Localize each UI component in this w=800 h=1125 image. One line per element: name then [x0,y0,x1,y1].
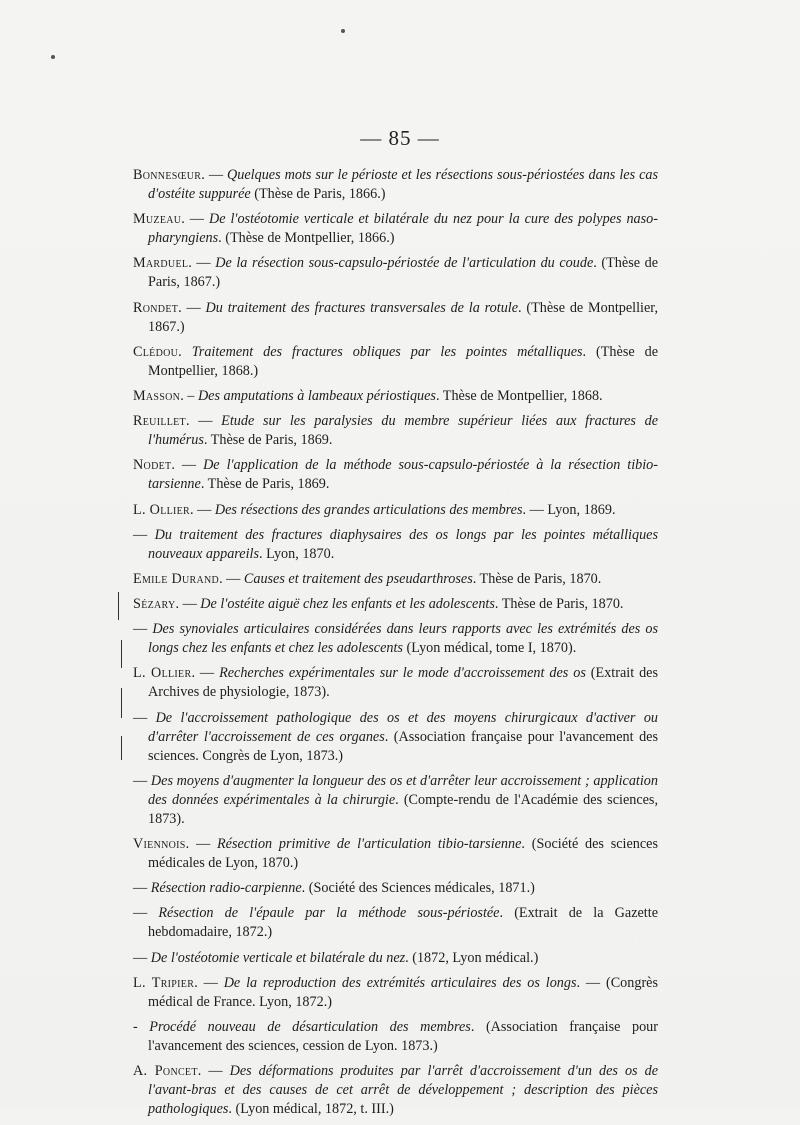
reference-title: Etude sur les paralysies du membre supérieur liées aux fractures de l'humérus [148,413,658,449]
reference-source: . (Thèse de Montpellier, 1866.) [218,230,395,247]
reference-separator: . — [201,167,228,183]
reference-title: Du traitement des fractures diaphysaires des os longs par les pointes métalliques nouveaux appareils [148,526,658,562]
reference-source: . (Lyon médical, 1872, t. III.) [228,1101,394,1118]
reference-separator: — [133,949,151,966]
reference-source: . — (Congrès médical de France. Lyon, 1872.) [148,974,659,1010]
reference-title: Quelques mots sur le périoste et les résections sous-périostées dans les cas d'ostéite suppurée [148,167,659,202]
reference-separator: — [133,709,156,726]
reference-title: Des amputations à lambeaux périostiques [197,387,436,404]
reference-source: . (Société des Sciences médicales, 1871.) [301,880,535,897]
reference-source: . (Extrait de la Gazette hebdomadaire, 1872.) [148,905,658,941]
reference-title: Causes et traitement des pseudarthroses [243,570,473,587]
reference-entry [133,664,658,702]
reference-title: Recherches expérimentales sur le mode d'accroissement des os [219,665,586,682]
reference-separator: . — [178,299,206,316]
reference-entry [133,210,658,248]
reference-entry [133,343,658,381]
reference-entry [133,879,658,898]
reference-source: . Lyon, 1870. [258,545,335,562]
reference-author: L. Tripier [133,974,195,991]
reference-source: . (Compte-rendu de l'Académie des sciences, 1873). [148,791,658,827]
reference-entry [133,412,658,450]
margin-pencil-mark [121,736,122,760]
reference-separator: . — [197,1063,230,1080]
reference-author: Masson [133,387,181,404]
reference-entry [133,772,658,829]
reference-author: Clédou [133,343,179,360]
reference-source: . (Thèse de Montpellier, 1867.) [148,299,658,335]
reference-author: Sézary [133,596,176,613]
reference-separator: — [133,526,155,543]
reference-author: A. Poncet [133,1063,198,1080]
reference-title: De la reproduction des extrémités articulaires des os longs [223,974,577,991]
reference-source: (Lyon médical, tome I, 1870). [402,640,577,657]
reference-separator: . — [219,570,244,587]
reference-separator: . — [188,255,216,272]
reference-source: . (Thèse de Paris, 1867.) [148,255,659,291]
reference-title: De l'application de la méthode sous-capsulo-périostée à la résection tibio-tarsienne [148,457,659,493]
reference-title: Résection radio-carpienne [150,880,302,897]
reference-source: . Thèse de Paris, 1870. [494,596,624,613]
reference-title: Résection primitive de l'articulation tibio-tarsienne [216,836,522,852]
reference-source: . (1872, Lyon médical.) [405,949,539,966]
reference-title: Procédé nouveau de désarticulation des membres [149,1018,471,1035]
reference-separator: — [133,880,151,897]
reference-source: . — Lyon, 1869. [522,501,616,518]
reference-source: . Thèse de Paris, 1869. [203,432,333,449]
reference-separator: . — [181,211,209,228]
reference-separator: - [133,1018,150,1035]
reference-entry [133,166,658,204]
reference-separator: . — [190,501,215,518]
reference-source: . Thèse de Montpellier, 1868. [435,387,603,404]
reference-separator: — [133,621,153,638]
margin-pencil-mark [118,592,119,620]
reference-author: Rondet [133,299,179,316]
reference-separator: — [133,772,151,789]
reference-title: De l'ostéotomie verticale et bilatérale du nez [150,949,406,966]
reference-author: L. Ollier [133,665,192,682]
reference-source: (Extrait des Archives de physiologie, 1873). [148,665,659,701]
reference-entry [133,456,658,494]
reference-author: Bonnesœur [133,167,202,183]
reference-separator: . — [194,974,224,991]
reference-entry [133,949,658,968]
reference-source: . (Association française pour l'avancement des sciences. Congrès de Lyon, 1873.) [148,728,658,764]
page-number: — 85 — [360,126,440,150]
reference-entry [133,501,658,520]
margin-pencil-mark [121,688,122,718]
reference-entry [133,904,658,942]
reference-source: (Thèse de Paris, 1866.) [250,186,386,202]
reference-author: Muzeau [133,211,182,228]
reference-author: Reuillet [133,413,186,430]
reference-source: . (Thèse de Montpellier, 1868.) [148,343,658,379]
reference-source: . Thèse de Paris, 1869. [200,476,330,493]
reference-entry [133,254,658,292]
reference-separator: . — [175,596,201,613]
reference-separator: . — [185,836,217,852]
reference-separator: . – [180,387,198,404]
reference-title: Des déformations produites par l'arrêt d'accroissement d'un des os de l'avant-bras et des causes de cet arrêt de développement ; description des pièces pathologiques [148,1063,659,1118]
reference-title: De l'ostéotomie verticale et bilatérale du nez pour la cure des polypes naso-pharyngiens [148,211,658,247]
reference-list [133,166,658,1125]
speck-mark [51,55,55,59]
reference-title: Des moyens d'augmenter la longueur des os et d'arrêter leur accroissement ; application des données expérimentales à la chirurgie [148,772,658,808]
reference-author: Viennois [133,836,186,852]
reference-author: Marduel [133,255,189,272]
reference-source: . Thèse de Paris, 1870. [472,570,602,587]
reference-entry [133,595,658,614]
reference-entry [133,1018,658,1056]
reference-source: . (Association française pour l'avancement des sciences, cession de Lyon. 1873.) [148,1018,658,1054]
reference-separator: . [178,343,192,360]
speck-mark [341,29,345,33]
reference-separator: . — [171,457,204,474]
reference-entry [133,526,658,564]
reference-title: Des synoviales articulaires considérées dans leurs rapports avec les extrémités des os longs chez les enfants et chez les adolescents [148,621,659,657]
reference-title: De la résection sous-capsulo-périostée de l'articulation du coude [215,255,594,272]
reference-title: Traitement des fractures obliques par les pointes métalliques [191,343,583,360]
reference-entry [133,620,658,658]
margin-pencil-mark [121,640,122,668]
reference-entry [133,709,658,766]
reference-separator: . — [191,665,220,682]
reference-separator: . — [185,413,222,430]
reference-title: Du traitement des fractures transversales de la rotule [205,299,519,316]
reference-separator: — [133,905,159,922]
reference-entry [133,974,658,1012]
reference-title: De l'accroissement pathologique des os et des moyens chirurgicaux d'activer ou d'arrêter l'accroissement de ces organes [148,709,659,745]
reference-entry [133,835,658,873]
reference-author: L. Ollier [133,501,191,518]
reference-title: Résection de l'épaule par la méthode sous-périostée [158,905,500,922]
reference-source: . (Société des sciences médicales de Lyon, 1870.) [148,836,659,871]
reference-entry [133,387,658,406]
reference-title: Des résections des grandes articulations des membres [214,501,523,518]
reference-author: Nodet [133,457,172,474]
reference-title: De l'ostéite aiguë chez les enfants et les adolescents [200,596,495,613]
reference-entry [133,1062,658,1119]
reference-entry [133,299,658,337]
reference-entry [133,570,658,589]
reference-author: Emile Durand [133,570,220,587]
